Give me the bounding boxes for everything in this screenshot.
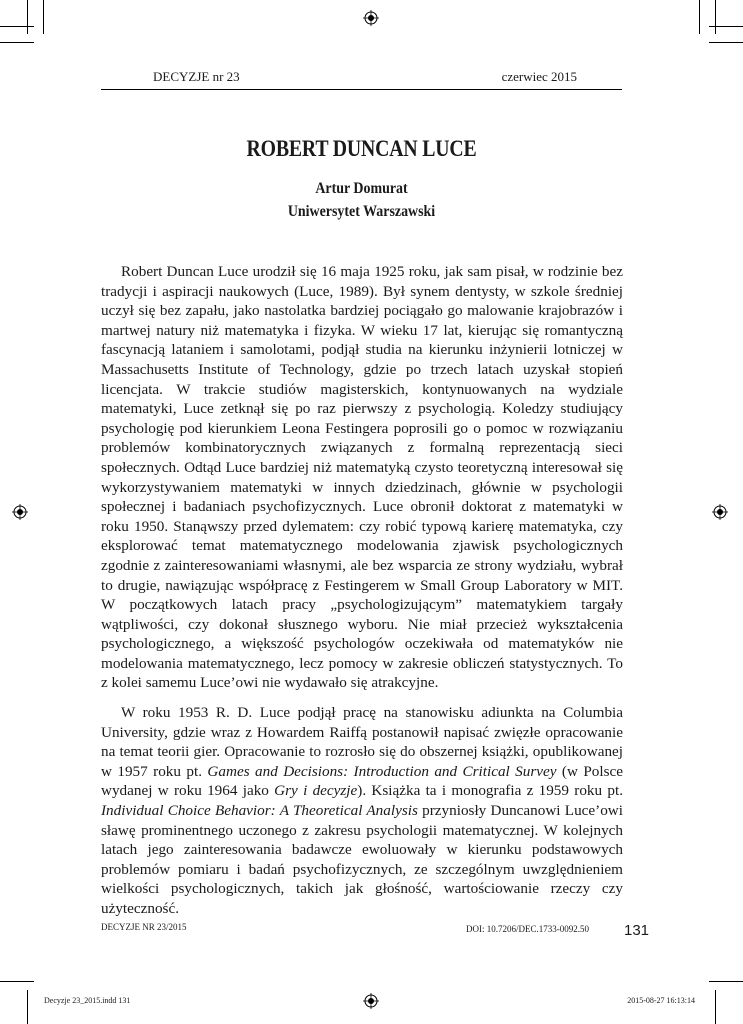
crop-mark [27, 0, 28, 34]
article-title: ROBERT DUNCAN LUCE [246, 136, 477, 161]
crop-mark [0, 42, 34, 43]
running-header-date: czerwiec 2015 [501, 69, 577, 84]
crop-mark [0, 981, 34, 982]
crop-mark [0, 26, 34, 27]
slug-timestamp: 2015-08-27 16:13:14 [627, 996, 695, 1005]
crop-mark [715, 990, 716, 1024]
crop-mark [709, 981, 743, 982]
crop-mark [43, 0, 44, 34]
article-body [101, 262, 623, 929]
paragraph-2-text: przyniosły Duncanowi Luce’owi sławę prominentnego uczonego z zakresu psychologii matematycznej. W kolejnych latach jego zainteresowania badawcze ewoluowały w kierunku podstawowych problemów pomiaru i badań psychofizycznych, ze szczególnym uwzględnieniem wielkości psychologicznych, takich jak głośność, wartościowanie rzeczy czy użyteczność. [101, 802, 623, 917]
book-title: Gry i decyzje [274, 782, 358, 800]
book-title: Individual Choice Behavior: A Theoretical Analysis [101, 802, 418, 820]
registration-mark-icon [12, 504, 28, 520]
crop-mark [709, 42, 743, 43]
paragraph-2-text: W roku 1953 R. D. Luce podjął pracę na stanowisku adiunkta na Columbia University, gdzie wraz z Howardem Raiffą postanowił napisać zwięzłe opracowanie na temat teorii gier. Opracowanie to rozrosło się do obszernej książki, opublikowanej w 1957 roku pt. [101, 704, 623, 780]
header-rule [101, 89, 622, 90]
crop-mark [709, 26, 743, 27]
page-number: 131 [624, 922, 650, 939]
registration-mark-icon [712, 504, 728, 520]
footer-doi: DOI: 10.7206/DEC.1733-0092.50 [466, 924, 589, 934]
author-name: Artur Domurat [315, 180, 408, 197]
paragraph-2-text: (w Polsce wydanej w roku 1964 jako [101, 762, 623, 800]
paragraph-1: Robert Duncan Luce urodził się 16 maja 1925 roku, jak sam pisał, w rodzinie bez tradycji i aspiracji naukowych (Luce, 1989). Był synem dentysty, w szkole średniej uczył się bez zapału, jako nastolatka bardziej pociągało go malowanie krajobrazów i martwej natury niż matematyka i fizyka. W wieku 17 lat, kierując się romantyczną fascynacją lataniem i samolotami, podjął studia na kierunku inżynierii lotniczej w Massachusetts Institute of Technology, gdzie po trzech latach uzyskał stopień licencjata. W trakcie studiów magisterskich, kontynuowanych na wydziale matematyki, Luce zetknął się po raz pierwszy z psychologią. Koledzy studiujący psychologię pod kierunkiem Leona Festingera poprosili go o pomoc w rozwiązaniu problemów kombinatorycznych związanych z formalną reprezentacją sieci społecznych. Odtąd Luce bardziej niż matematyką czysto teoretyczną interesował się wykorzystywaniem matematyki w innych dziedzinach, głównie w psychologii społecznej i badaniach psychofizycznych. Luce obronił doktorat z matematyki w roku 1950. Stanąwszy przed dylematem: czy robić typową karierę matematyka, czy eksplorować temat matematycznego modelowania zjawisk psychologicznych zgodnie z zainteresowaniami własnymi, ale bez wsparcia ze strony wydziału, wybrał to drugie, nawiązując współpracę z Festingerem w Small Group Laboratory w MIT. W początkowych latach pracy „psychologizującym” matematykiem targały wątpliwości, czy dokonał słusznego wyboru. Nie miał przecież wykształcenia psychologicznego, a większość psychologów oczekiwała od matematyków nie modelowania matematycznego, lecz pomocy w zakresie obliczeń statystycznych. To z kolei samemu Luce’owi nie wydawało się atrakcyjne. [101, 263, 623, 692]
paragraph-2 [101, 703, 623, 919]
registration-mark-icon [363, 993, 379, 1009]
crop-mark [715, 0, 716, 34]
paragraph-2-text: ). Książka ta i monografia z 1959 roku pt. [357, 782, 624, 800]
slug-filename: Decyzje 23_2015.indd 131 [44, 996, 131, 1005]
registration-mark-icon [363, 10, 379, 26]
crop-mark [27, 990, 28, 1024]
footer-journal: DECYZJE NR 23/2015 [101, 922, 187, 932]
crop-mark [699, 0, 700, 34]
author-affiliation: Uniwersytet Warszawski [287, 203, 436, 220]
running-header-journal: DECYZJE nr 23 [153, 69, 240, 84]
book-title: Games and Decisions: Introduction and Critical Survey [207, 762, 557, 780]
